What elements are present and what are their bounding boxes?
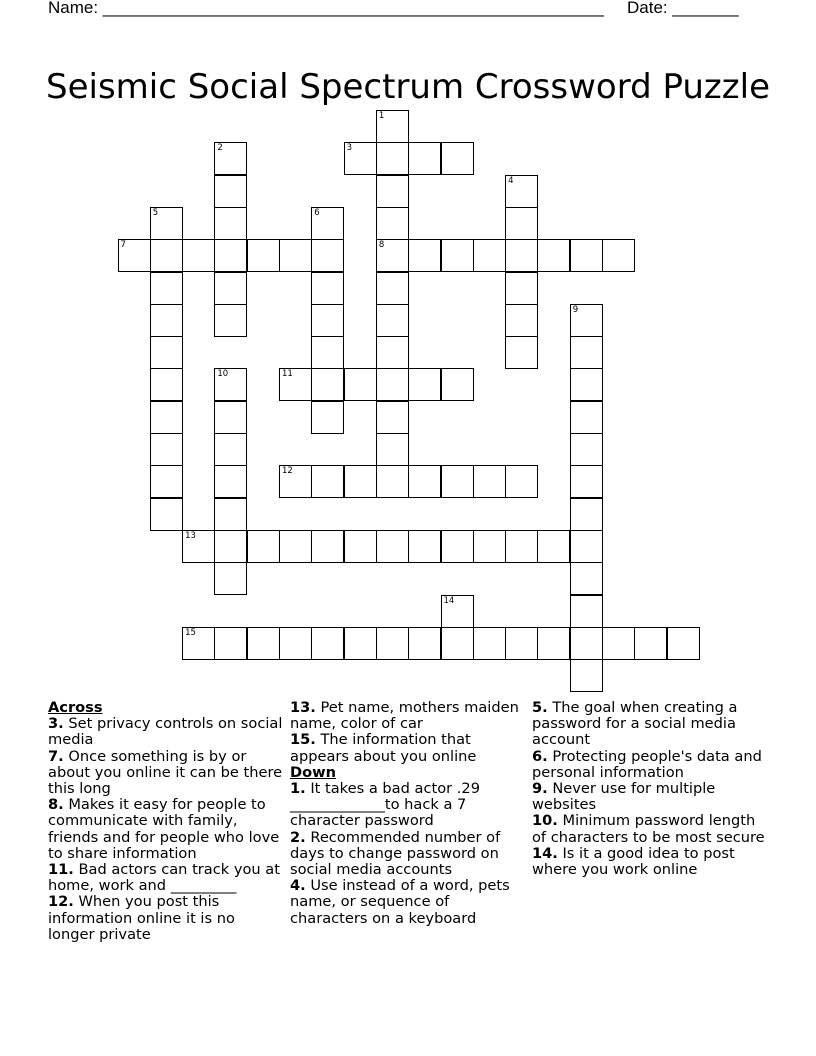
grid-cell[interactable] xyxy=(214,175,247,208)
grid-cell[interactable] xyxy=(570,530,603,563)
grid-cell[interactable] xyxy=(441,368,474,401)
grid-cell[interactable] xyxy=(279,239,312,272)
grid-cell[interactable] xyxy=(408,142,441,175)
grid-cell[interactable] xyxy=(279,530,312,563)
grid-cell[interactable] xyxy=(634,627,667,660)
grid-cell[interactable] xyxy=(311,627,344,660)
grid-cell[interactable] xyxy=(118,239,151,272)
cell-number: 8 xyxy=(378,240,385,251)
grid-cell[interactable] xyxy=(537,627,570,660)
grid-cell[interactable] xyxy=(214,465,247,498)
grid-cell[interactable] xyxy=(214,207,247,240)
grid-cell[interactable] xyxy=(214,401,247,434)
clue-column-2 xyxy=(290,700,525,927)
grid-cell[interactable] xyxy=(150,368,183,401)
grid-cell[interactable] xyxy=(247,627,280,660)
grid-cell[interactable] xyxy=(214,272,247,305)
clue-across-8: 8. Makes it easy for people to communicate with family, friends and for people who love to share information xyxy=(48,796,280,862)
clue-down-9: 9. Never use for multiple websites xyxy=(532,780,716,814)
grid-cell[interactable] xyxy=(311,336,344,369)
grid-cell[interactable] xyxy=(150,401,183,434)
grid-cell[interactable] xyxy=(150,272,183,305)
grid-cell[interactable] xyxy=(570,659,603,692)
clue-across-3: 3. Set privacy controls on social media xyxy=(48,715,283,749)
grid-cell[interactable] xyxy=(376,207,409,240)
grid-cell[interactable] xyxy=(408,239,441,272)
clue-across-13: 13. Pet name, mothers maiden name, color of car xyxy=(290,699,519,733)
grid-cell[interactable] xyxy=(505,530,538,563)
cell-number: 10 xyxy=(217,369,229,380)
cell-number: 15 xyxy=(185,627,196,638)
grid-cell[interactable] xyxy=(150,207,183,240)
grid-cell[interactable] xyxy=(505,175,538,208)
clue-column-3 xyxy=(532,700,772,878)
grid-cell[interactable] xyxy=(376,175,409,208)
grid-cell[interactable] xyxy=(473,530,506,563)
clue-column-1 xyxy=(48,700,283,943)
grid-cell[interactable] xyxy=(311,465,344,498)
cell-number: 4 xyxy=(508,175,514,186)
grid-cell[interactable] xyxy=(182,627,215,660)
clue-down-5: 5. The goal when creating a password for a social media account xyxy=(532,699,738,749)
grid-cell[interactable] xyxy=(311,272,344,305)
cell-number: 12 xyxy=(282,466,293,477)
grid-cell[interactable] xyxy=(247,530,280,563)
grid-cell[interactable] xyxy=(602,627,635,660)
grid-cell[interactable] xyxy=(570,239,603,272)
grid-cell[interactable] xyxy=(505,207,538,240)
grid-cell[interactable] xyxy=(537,530,570,563)
grid-cell[interactable] xyxy=(376,368,409,401)
grid-cell[interactable] xyxy=(505,239,538,272)
date-field-label: Date: _______ xyxy=(627,0,739,17)
grid-cell[interactable] xyxy=(311,368,344,401)
grid-cell[interactable] xyxy=(214,627,247,660)
grid-cell[interactable] xyxy=(150,433,183,466)
clue-across-15: 15. The information that appears about you online xyxy=(290,731,477,765)
grid-cell[interactable] xyxy=(344,465,377,498)
grid-cell[interactable] xyxy=(344,368,377,401)
clue-across-12: 12. When you post this information online it is no longer private xyxy=(48,893,235,943)
grid-cell[interactable] xyxy=(537,239,570,272)
grid-cell[interactable] xyxy=(441,595,474,628)
grid-cell[interactable] xyxy=(182,239,215,272)
grid-cell[interactable] xyxy=(311,530,344,563)
grid-cell[interactable] xyxy=(376,304,409,337)
grid-cell[interactable] xyxy=(570,368,603,401)
grid-cell[interactable] xyxy=(570,595,603,628)
grid-cell[interactable] xyxy=(408,368,441,401)
grid-cell[interactable] xyxy=(376,110,409,143)
clue-down-1: 1. It takes a bad actor .29 _____________to hack a 7 character password xyxy=(290,780,480,830)
cell-number: 13 xyxy=(185,530,196,541)
grid-cell[interactable] xyxy=(376,272,409,305)
grid-cell[interactable] xyxy=(667,627,700,660)
cell-number: 1 xyxy=(378,111,385,121)
clue-down-4: 4. Use instead of a word, pets name, or sequence of characters on a keyboard xyxy=(290,877,510,927)
cell-number: 9 xyxy=(572,304,579,315)
grid-cell[interactable] xyxy=(376,627,409,660)
grid-cell[interactable] xyxy=(214,498,247,531)
grid-cell[interactable] xyxy=(150,336,183,369)
grid-cell[interactable] xyxy=(376,401,409,434)
grid-cell[interactable] xyxy=(441,465,474,498)
grid-cell[interactable] xyxy=(473,239,506,272)
clue-down-2: 2. Recommended number of days to change password on social media accounts xyxy=(290,828,501,879)
grid-cell[interactable] xyxy=(441,239,474,272)
grid-cell[interactable] xyxy=(344,530,377,563)
grid-cell[interactable] xyxy=(376,142,409,175)
grid-cell[interactable] xyxy=(376,530,409,563)
grid-cell[interactable] xyxy=(473,465,506,498)
grid-cell[interactable] xyxy=(214,562,247,595)
down-heading: Down xyxy=(290,763,337,781)
grid-cell[interactable] xyxy=(247,239,280,272)
grid-cell[interactable] xyxy=(473,627,506,660)
grid-cell[interactable] xyxy=(214,433,247,466)
grid-cell[interactable] xyxy=(311,239,344,272)
grid-cell[interactable] xyxy=(150,239,183,272)
grid-cell[interactable] xyxy=(570,498,603,531)
cell-number: 14 xyxy=(443,595,455,606)
grid-cell[interactable] xyxy=(214,368,247,401)
grid-cell[interactable] xyxy=(214,142,247,175)
cell-number: 5 xyxy=(152,207,159,218)
grid-cell[interactable] xyxy=(150,498,183,531)
grid-cell[interactable] xyxy=(570,336,603,369)
cell-number: 6 xyxy=(314,207,320,218)
grid-cell[interactable] xyxy=(376,336,409,369)
grid-cell[interactable] xyxy=(182,530,215,563)
grid-cell[interactable] xyxy=(214,530,247,563)
grid-cell[interactable] xyxy=(311,401,344,434)
clue-across-7: 7. Once something is by or about you online it can be there this long xyxy=(48,747,283,798)
cell-number: 3 xyxy=(346,143,353,154)
grid-cell[interactable] xyxy=(505,465,538,498)
grid-cell[interactable] xyxy=(570,465,603,498)
grid-cell[interactable] xyxy=(408,627,441,660)
grid-cell[interactable] xyxy=(311,304,344,337)
grid-cell[interactable] xyxy=(570,562,603,595)
grid-cell[interactable] xyxy=(441,627,474,660)
grid-cell[interactable] xyxy=(214,304,247,337)
name-field-label: Name: _____________________________________________________ xyxy=(48,0,604,17)
clue-down-10: 10. Minimum password length of characters to be most secure xyxy=(532,812,765,846)
grid-cell[interactable] xyxy=(408,530,441,563)
grid-cell[interactable] xyxy=(602,239,635,272)
grid-cell[interactable] xyxy=(279,368,312,401)
grid-cell[interactable] xyxy=(150,304,183,337)
grid-cell[interactable] xyxy=(441,142,474,175)
cell-number: 2 xyxy=(217,143,223,154)
grid-cell[interactable] xyxy=(150,465,183,498)
grid-cell[interactable] xyxy=(311,207,344,240)
grid-cell[interactable] xyxy=(570,304,603,337)
cell-number: 7 xyxy=(120,240,126,251)
clue-across-11: 11. Bad actors can track you at home, work and _________ xyxy=(48,861,280,895)
grid-cell[interactable] xyxy=(505,627,538,660)
grid-cell[interactable] xyxy=(505,336,538,369)
grid-cell[interactable] xyxy=(570,401,603,434)
grid-cell[interactable] xyxy=(441,530,474,563)
grid-cell[interactable] xyxy=(505,304,538,337)
clue-down-6: 6. Protecting people's data and personal information xyxy=(532,747,762,781)
grid-cell[interactable] xyxy=(505,272,538,305)
grid-cell[interactable] xyxy=(376,465,409,498)
grid-cell[interactable] xyxy=(214,239,247,272)
across-heading: Across xyxy=(48,699,103,716)
cell-number: 11 xyxy=(282,369,293,380)
grid-cell[interactable] xyxy=(344,627,377,660)
grid-cell[interactable] xyxy=(376,239,409,272)
grid-cell[interactable] xyxy=(279,627,312,660)
grid-cell[interactable] xyxy=(344,142,377,175)
grid-cell[interactable] xyxy=(279,465,312,498)
clue-down-14: 14. Is it a good idea to post where you work online xyxy=(532,844,735,879)
grid-cell[interactable] xyxy=(570,433,603,466)
puzzle-title: Seismic Social Spectrum Crossword Puzzle xyxy=(46,66,770,107)
grid-cell[interactable] xyxy=(376,433,409,466)
grid-cell[interactable] xyxy=(408,465,441,498)
grid-cell[interactable] xyxy=(570,627,603,660)
